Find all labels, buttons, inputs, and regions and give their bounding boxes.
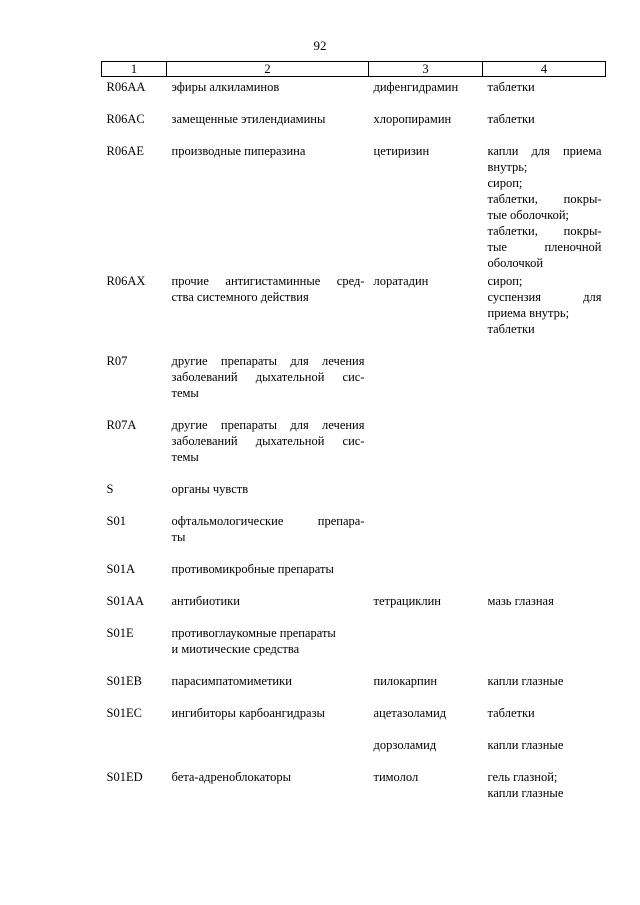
group-line: антибиотики	[171, 594, 240, 608]
drug-name: хлоропирамин	[373, 112, 452, 126]
form-line: гель глазной;	[487, 770, 558, 784]
dosage-forms	[483, 77, 606, 110]
column-header: 3	[369, 62, 483, 77]
form-line: таблетки	[487, 706, 535, 720]
form-line: суспензия для	[487, 290, 602, 304]
atc-code: S01EC	[106, 706, 142, 720]
atc-code: R06AA	[106, 80, 146, 94]
group-name	[167, 141, 369, 271]
atc-code: S01ED	[106, 770, 143, 784]
dosage-forms	[483, 591, 606, 623]
table-row	[102, 415, 606, 479]
drug-name	[369, 559, 483, 591]
form-line: таблетки	[487, 80, 535, 94]
group-name	[167, 559, 369, 591]
group-line: ты	[171, 530, 186, 544]
group-name	[167, 671, 369, 703]
table-row	[102, 511, 606, 559]
group-line: ингибиторы карбоангидразы	[171, 706, 325, 720]
group-line: производные пиперазина	[171, 144, 306, 158]
drug-name: тетрациклин	[373, 594, 441, 608]
group-line: эфиры алкиламинов	[171, 80, 280, 94]
atc-code: R06AE	[106, 144, 144, 158]
group-line: и миотические средства	[171, 642, 300, 656]
table-row	[102, 735, 606, 767]
table-row	[102, 559, 606, 591]
group-line: прочие антигистаминные сред-	[171, 274, 365, 288]
group-name	[167, 623, 369, 671]
header-row	[102, 62, 606, 77]
dosage-forms	[483, 271, 606, 351]
table-row	[102, 351, 606, 415]
form-line: приема внутрь;	[487, 306, 570, 320]
group-line: заболеваний дыхательной сис-	[171, 434, 365, 448]
atc-code: R06AX	[106, 274, 146, 288]
form-line: мазь глазная	[487, 594, 554, 608]
dosage-forms	[483, 351, 606, 415]
dosage-forms	[483, 623, 606, 671]
column-header: 4	[483, 62, 606, 77]
group-name	[167, 77, 369, 110]
dosage-forms	[483, 479, 606, 511]
atc-code: S01EB	[106, 674, 142, 688]
group-line: ства системного действия	[171, 290, 309, 304]
group-line: парасимпатомиметики	[171, 674, 292, 688]
form-line: капли глазные	[487, 674, 564, 688]
table-row	[102, 479, 606, 511]
drug-name	[369, 415, 483, 479]
form-line: внутрь;	[487, 160, 528, 174]
form-line: капли глазные	[487, 786, 564, 800]
column-header: 2	[167, 62, 369, 77]
group-line: темы	[171, 450, 199, 464]
table-row	[102, 703, 606, 735]
drug-name	[369, 511, 483, 559]
atc-code: R06AC	[106, 112, 145, 126]
form-line: таблетки	[487, 112, 535, 126]
form-line: капли для приема	[487, 144, 602, 158]
page-number: 92	[313, 38, 327, 53]
table-row	[102, 141, 606, 271]
drug-name: пилокарпин	[373, 674, 438, 688]
form-line: таблетки	[487, 322, 535, 336]
form-line: тые оболочкой;	[487, 208, 570, 222]
group-name	[167, 271, 369, 351]
form-line: таблетки, покры-	[487, 224, 602, 238]
form-line: тые пленочной	[487, 240, 602, 254]
dosage-forms	[483, 703, 606, 735]
dosage-forms	[483, 141, 606, 271]
group-name	[167, 591, 369, 623]
group-line: бета-адреноблокаторы	[171, 770, 292, 784]
drug-name: тимолол	[373, 770, 419, 784]
group-line: темы	[171, 386, 199, 400]
dosage-forms	[483, 767, 606, 809]
group-name	[167, 479, 369, 511]
group-name	[167, 767, 369, 809]
table-row	[102, 271, 606, 351]
group-line: другие препараты для лечения	[171, 418, 365, 432]
group-line: заболеваний дыхательной сис-	[171, 370, 365, 384]
table-row	[102, 591, 606, 623]
group-line: другие препараты для лечения	[171, 354, 365, 368]
drug-table	[101, 61, 606, 809]
table-row	[102, 77, 606, 110]
drug-name	[369, 479, 483, 511]
group-line: противоглаукомные препараты	[171, 626, 336, 640]
group-line: замещенные этилендиамины	[171, 112, 326, 126]
group-line: офтальмологические препара-	[171, 514, 365, 528]
atc-code: S	[106, 482, 114, 496]
group-line: органы чувств	[171, 482, 249, 496]
drug-name	[369, 623, 483, 671]
group-name	[167, 703, 369, 735]
dosage-forms	[483, 511, 606, 559]
drug-name: дорзоламид	[373, 738, 437, 752]
dosage-forms	[483, 671, 606, 703]
form-line: сироп;	[487, 176, 523, 190]
table-row	[102, 767, 606, 809]
group-name	[167, 109, 369, 141]
dosage-forms	[483, 415, 606, 479]
atc-code: R07	[106, 354, 128, 368]
table-row	[102, 109, 606, 141]
atc-code: S01A	[106, 562, 135, 576]
dosage-forms	[483, 559, 606, 591]
group-name	[167, 415, 369, 479]
atc-code: S01AA	[106, 594, 145, 608]
group-name	[167, 511, 369, 559]
drug-name: дифенгидрамин	[373, 80, 459, 94]
drug-name: цетиризин	[373, 144, 430, 158]
drug-name: лоратадин	[373, 274, 429, 288]
column-header: 1	[102, 62, 167, 77]
form-line: оболочкой	[487, 256, 544, 270]
form-line: таблетки, покры-	[487, 192, 602, 206]
dosage-forms	[483, 735, 606, 767]
drug-name	[369, 351, 483, 415]
table-row	[102, 671, 606, 703]
atc-code	[102, 735, 167, 767]
atc-code: R07A	[106, 418, 137, 432]
atc-code: S01E	[106, 626, 134, 640]
form-line: сироп;	[487, 274, 523, 288]
drug-name: ацетазоламид	[373, 706, 447, 720]
dosage-forms	[483, 109, 606, 141]
atc-code: S01	[106, 514, 126, 528]
form-line: капли глазные	[487, 738, 564, 752]
group-line: противомикробные препараты	[171, 562, 334, 576]
table-row	[102, 623, 606, 671]
group-name	[167, 735, 369, 767]
group-name	[167, 351, 369, 415]
